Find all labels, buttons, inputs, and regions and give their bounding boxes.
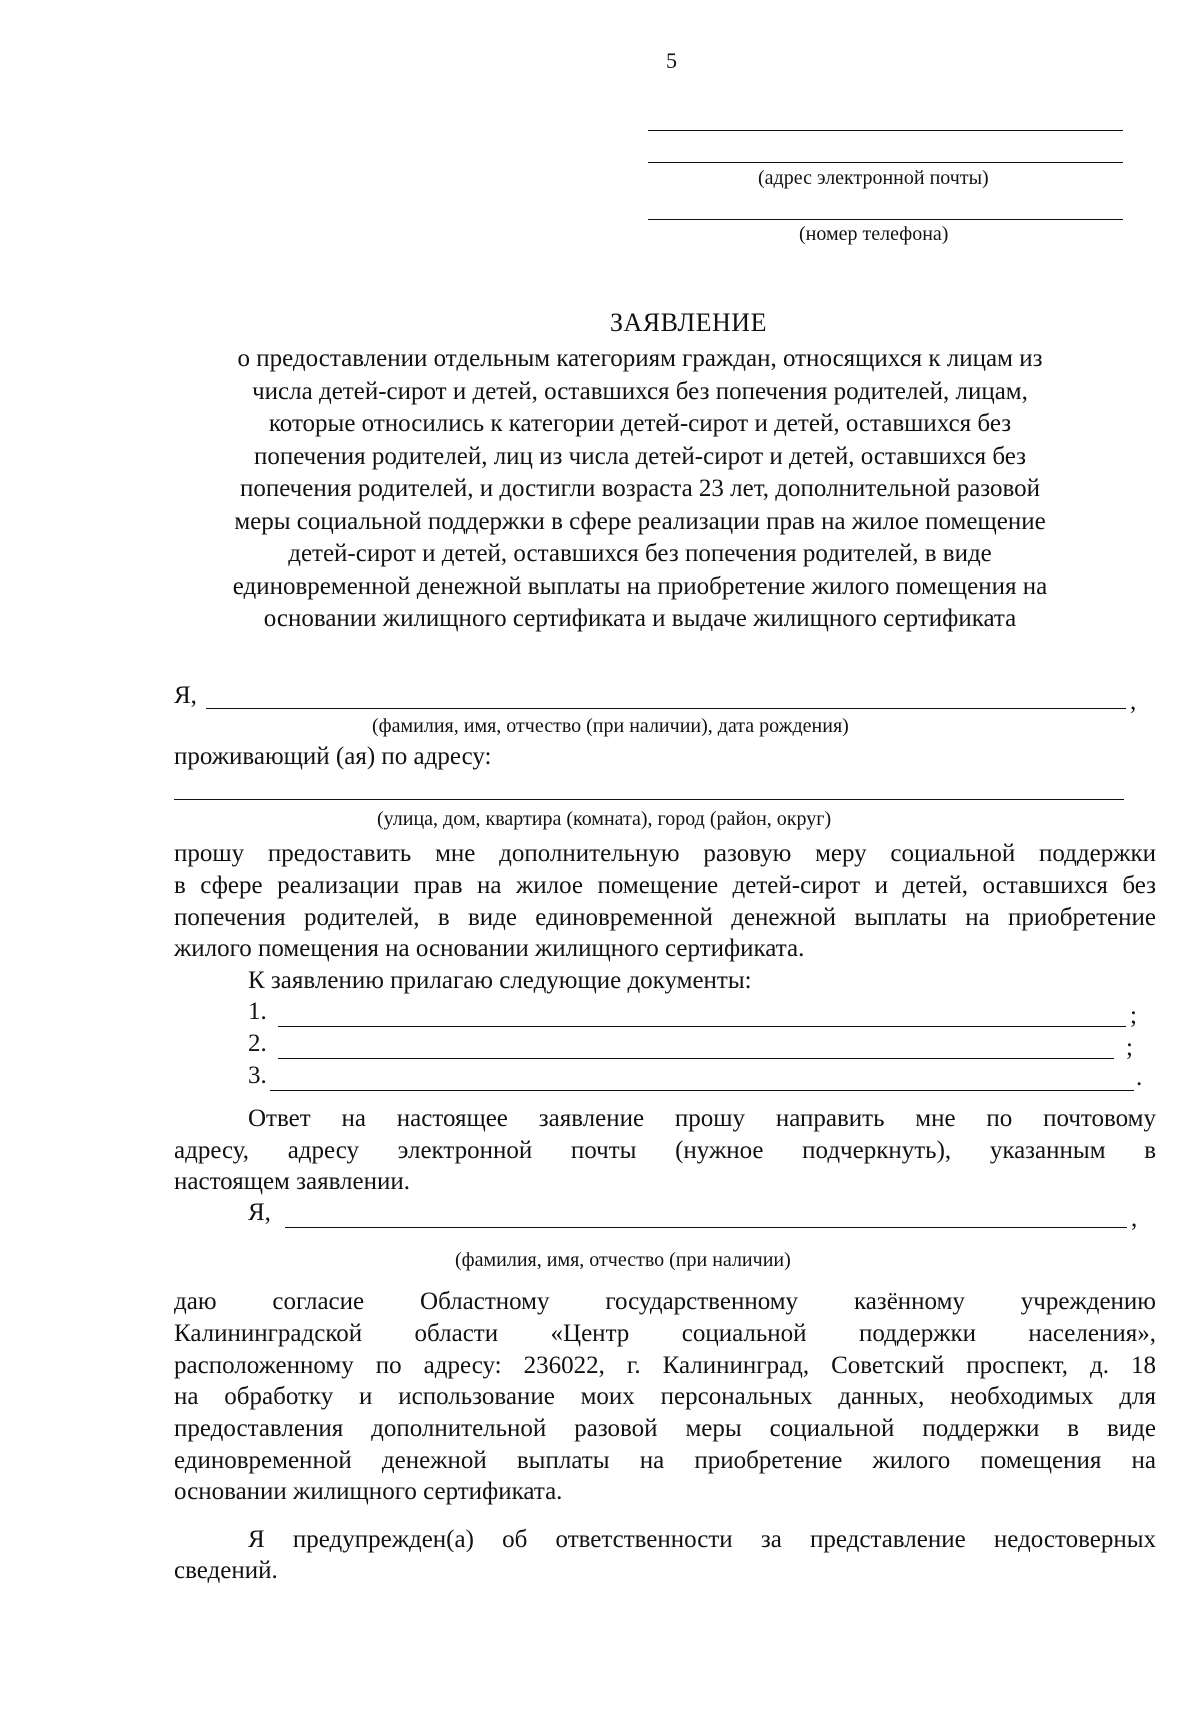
consent-comma: ,: [1131, 1205, 1138, 1232]
attachment-field-1[interactable]: [278, 1026, 1126, 1027]
attachment-field-2[interactable]: [278, 1058, 1114, 1059]
subtitle-line: детей-сирот и детей, оставшихся без попечения родителей, в виде: [288, 540, 992, 567]
attachment-number: 3.: [248, 1062, 267, 1089]
consent-name-field[interactable]: [285, 1227, 1127, 1228]
consent-line: единовременной денежной выплаты на приобретение жилого помещения на: [174, 1447, 1156, 1474]
consent-line: расположенному по адресу: 236022, г. Калининград, Советский проспект, д. 18: [174, 1352, 1156, 1379]
consent-prefix: Я,: [248, 1199, 271, 1226]
attachment-end: ;: [1126, 1034, 1133, 1061]
header-blank-line: [648, 130, 1123, 131]
phone-field-line[interactable]: [648, 219, 1123, 220]
warning-line: сведений.: [174, 1557, 278, 1584]
page-number: 5: [666, 48, 677, 73]
attachment-number: 1.: [248, 998, 267, 1025]
consent-line: предоставления дополнительной разовой меры социальной поддержки в виде: [174, 1415, 1156, 1442]
attachment-end: .: [1136, 1064, 1143, 1091]
subtitle-line: единовременной денежной выплаты на приобретение жилого помещения на: [232, 572, 1048, 600]
response-line: настоящем заявлении.: [174, 1168, 411, 1195]
applicant-comma: ,: [1130, 688, 1137, 715]
subtitle-line: о предоставлении отдельным категориям граждан, относящихся к лицам из: [237, 345, 1043, 372]
email-field-line[interactable]: [648, 162, 1123, 163]
applicant-name-caption: (фамилия, имя, отчество (при наличии), дата рождения): [372, 715, 849, 737]
attachment-field-3[interactable]: [270, 1090, 1134, 1091]
subtitle-line: которые относились к категории детей-сирот и детей, оставшихся без: [268, 410, 1012, 437]
applicant-name-field[interactable]: [206, 708, 1126, 709]
applicant-prefix: Я,: [174, 682, 197, 709]
residing-label: проживающий (ая) по адресу:: [174, 743, 492, 770]
consent-line: Калининградской области «Центр социальной поддержки населения»,: [174, 1320, 1156, 1347]
attachments-intro: К заявлению прилагаю следующие документы:: [248, 967, 752, 994]
consent-line: даю согласие Областному государственному казённому учреждению: [174, 1288, 1156, 1315]
phone-caption: (номер телефона): [799, 223, 949, 245]
response-line: адресу, адресу электронной почты (нужное подчеркнуть), указанным в: [174, 1137, 1156, 1164]
consent-name-caption: (фамилия, имя, отчество (при наличии): [455, 1249, 791, 1271]
document-title: ЗАЯВЛЕНИЕ: [610, 308, 767, 337]
address-caption: (улица, дом, квартира (комната), город (район, округ): [377, 808, 832, 830]
request-line: жилого помещения на основании жилищного сертификата.: [174, 935, 805, 962]
attachment-end: ;: [1130, 1002, 1137, 1029]
title-subtitle: [170, 343, 1110, 636]
address-field[interactable]: [174, 799, 1124, 800]
request-line: попечения родителей, в виде единовременной денежной выплаты на приобретение: [174, 904, 1156, 931]
subtitle-line: числа детей-сирот и детей, оставшихся без попечения родителей, лицам,: [252, 377, 1028, 405]
request-line: прошу предоставить мне дополнительную разовую меру социальной поддержки: [174, 840, 1156, 867]
warning-line: Я предупрежден(а) об ответственности за представление недостоверных: [248, 1526, 1156, 1553]
subtitle-line: попечения родителей, лиц из числа детей-сирот и детей, оставшихся без: [253, 442, 1027, 470]
attachment-number: 2.: [248, 1030, 267, 1057]
subtitle-line: попечения родителей, и достигли возраста 23 лет, дополнительной разовой: [239, 475, 1041, 502]
email-caption: (адрес электронной почты): [758, 167, 989, 189]
response-line: Ответ на настоящее заявление прошу направить мне по почтовому: [248, 1105, 1156, 1132]
consent-line: основании жилищного сертификата.: [174, 1478, 563, 1505]
subtitle-line: меры социальной поддержки в сфере реализации прав на жилое помещение: [234, 507, 1046, 535]
consent-line: на обработку и использование моих персональных данных, необходимых для: [174, 1383, 1156, 1410]
subtitle-line: основании жилищного сертификата и выдаче жилищного сертификата: [263, 605, 1017, 632]
request-line: в сфере реализации прав на жилое помещение детей-сирот и детей, оставшихся без: [174, 872, 1156, 899]
